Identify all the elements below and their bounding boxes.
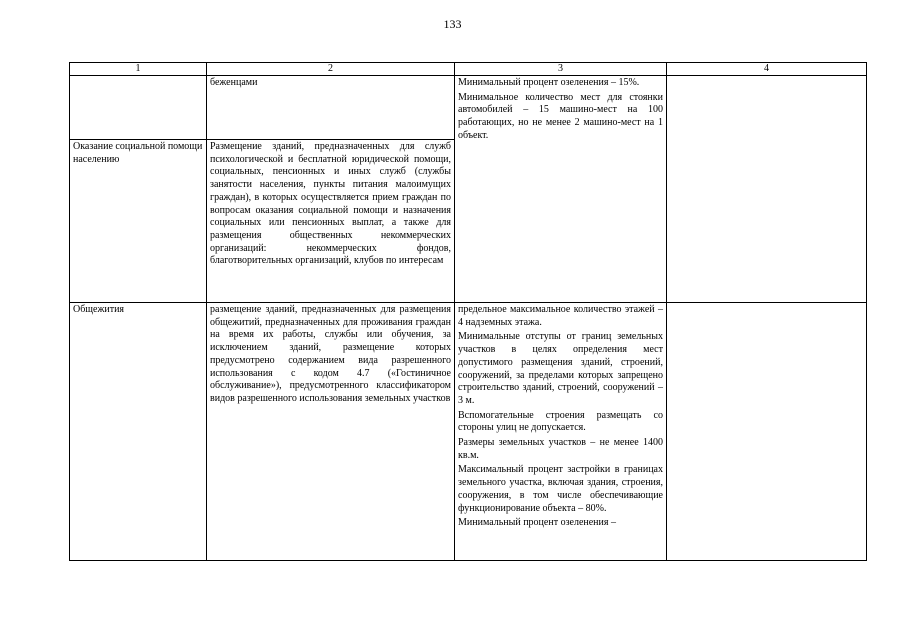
use-type-cell: Общежития — [70, 303, 207, 561]
page-number: 133 — [443, 17, 462, 31]
header-cell: 2 — [207, 63, 455, 76]
description-cell: Размещение зданий, предназначенных для служб психологической и бесплатной юридической помощи, социальных, пенсионных и иных служб (службы занятости населения, пункты питания малоимущих граждан), в которых осуществляется прием граждан по вопросам оказания социальной помощи и назначения социальных или пенсионных выплат, а также для размещения общественных некоммерческих организаций: некоммерческих фондов, благотворительных организаций, клубов по интересам — [207, 140, 455, 303]
parameter-text: Максимальный процент застройки в границах земельного участка, включая здания, строения, сооружения, в том числе обеспечивающие функционирование объекта – 80%. — [458, 464, 663, 514]
parameters-cell — [455, 76, 667, 303]
table-header-row — [70, 63, 867, 76]
description-cell: беженцами — [207, 76, 455, 140]
zoning-table — [69, 62, 867, 561]
parameter-text: предельное максимальное количество этажей – 4 надземных этажа. — [458, 304, 663, 328]
table-row — [70, 76, 867, 140]
use-type-cell — [70, 76, 207, 140]
parameter-text: Минимальный процент озеленения – — [458, 517, 616, 529]
header-cell: 1 — [70, 63, 207, 76]
header-cell: 4 — [667, 63, 867, 76]
parameter-text: Минимальные отступы от границ земельных участков в целях определения мест допустимого размещения зданий, строений, сооружений, за пределами которых запрещено строительство зданий, строений, сооружений – 3 м. — [458, 331, 663, 406]
description-cell: размещение зданий, предназначенных для размещения общежитий, предназначенных для проживания граждан на время их работы, службы или обучения, за исключением зданий, размещение которых предусмотрено содержанием вида разрешенного использования с кодом 4.7 («Гостиничное обслуживание»), предусмотренного классификатором видов разрешенного использования земельных участков — [207, 303, 455, 561]
notes-cell — [667, 303, 867, 561]
header-cell: 3 — [455, 63, 667, 76]
table-row — [70, 303, 867, 561]
notes-cell — [667, 76, 867, 303]
parameters-cell — [455, 303, 667, 561]
parameter-text: Размеры земельных участков – не менее 1400 кв.м. — [458, 437, 663, 461]
use-type-cell: Оказание социальной помощи населению — [70, 140, 207, 303]
parameter-text: Минимальное количество мест для стоянки автомобилей – 15 машино-мест на 100 работающих, но не менее 2 машино-мест на 1 объект. — [458, 91, 663, 141]
parameter-text: Минимальный процент озеленения – 15%. — [458, 77, 640, 88]
parameter-text: Вспомогательные строения размещать со стороны улиц не допускается. — [458, 409, 663, 434]
